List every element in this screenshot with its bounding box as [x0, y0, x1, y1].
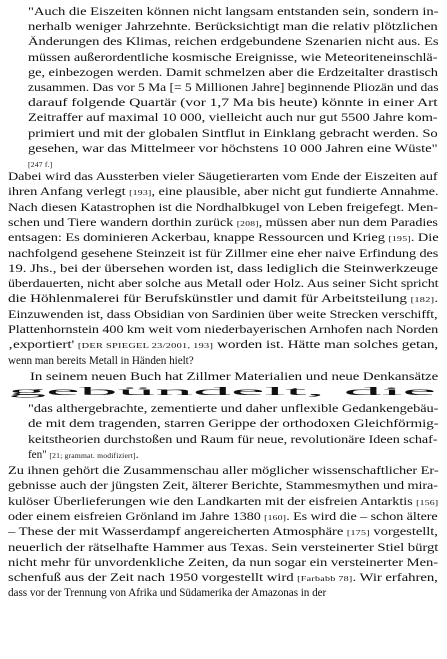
- text-line: [28, 6, 438, 19]
- block-quote-ice-ages: [28, 6, 438, 177]
- text-span: fen": [28, 448, 50, 461]
- text-span: Dabei wird das Aussterben vieler Säugetierarten vom Ende der Eiszeiten auf: [8, 171, 438, 183]
- citation-ref: [160]: [264, 512, 287, 522]
- text-span: . Wir erfahren,: [352, 572, 438, 585]
- text-span: Einzuwenden ist, dass Obsidian von Sardinien über weite Strecken verschifft,: [8, 308, 438, 321]
- paragraph-mammal-extinction: [8, 171, 438, 374]
- text-span: kulöser Überlieferungen wie den Landkarten mit der eisfreien Antarktis: [8, 495, 417, 508]
- text-line: [28, 449, 139, 462]
- text-span: keitstheorien durchstoßen und Raum für neue, revolutionäre Ideen schaf-: [28, 433, 438, 446]
- text-span: "das althergebrachte, zementierte und daher unflexible Gedankengebäu-: [28, 403, 439, 415]
- text-span: . Die: [410, 232, 439, 245]
- text-span: ihren Anfang verlegt: [8, 186, 130, 199]
- block-quote-dogma: [28, 403, 438, 468]
- text-line: [8, 355, 194, 368]
- text-line: [8, 309, 438, 322]
- text-line: [30, 371, 438, 384]
- text-span: nachfolgend gesehene Steinzeit ist für Zillmer eine eher naive Erfindung des: [8, 247, 439, 260]
- text-span: de mit dem tragenden, starren Gerippe der orthodoxen Gleichförmig-: [28, 418, 439, 431]
- text-span: wenn man bereits Metall in Händen hielt?: [8, 354, 194, 367]
- text-span: entsagen: Es dominieren Ackerbau, knappe Ressourcen und Krieg: [8, 232, 389, 245]
- text-line: [28, 97, 438, 110]
- text-line: [8, 511, 438, 524]
- text-line: [8, 496, 438, 509]
- text-span: Zu ihnen gehört die Zusammenschau aller möglicher wissenschaftlicher Er-: [8, 465, 439, 477]
- text-span: vorgestellt,: [369, 526, 438, 539]
- text-line: [8, 572, 438, 585]
- text-line: [8, 587, 326, 600]
- citation-ref: [195]: [388, 234, 411, 244]
- citation-ref: [21; grammat. modifiziert]: [49, 450, 136, 460]
- text-line: [8, 526, 438, 539]
- text-line: [28, 82, 438, 95]
- text-line: [8, 186, 439, 199]
- text-span: ge, einbezogen werden. Damit schmelzen aber die Erdzeitalter drastisch: [28, 66, 438, 79]
- text-line: [8, 202, 438, 215]
- text-span: .: [434, 293, 439, 306]
- text-span: zusammen. Das vor 5 Ma [= 5 Millionen Jahre] beginnende Pliozän und das: [28, 82, 439, 94]
- text-span: .: [135, 448, 139, 461]
- text-line: [28, 112, 438, 125]
- text-span: Plattenhornstein 400 km weit vom niederbayerischen Arnhofen nach Norden: [8, 324, 439, 336]
- text-line: [8, 465, 439, 478]
- citation-ref: [182]: [410, 295, 435, 305]
- text-span: gebündelt, die: [8, 386, 436, 399]
- text-span: müssen außerordentliche kosmische Ereignisse, wie Meteoriteneinschlä-: [28, 51, 438, 64]
- text-line: [8, 557, 438, 570]
- citation-ref: [DER SPIEGEL 23/2001, 193]: [77, 341, 214, 351]
- text-span: Nach diesen Katastrophen ist die Nordhalbkugel von Leben freigefegt. Men-: [8, 201, 438, 214]
- text-line: [28, 67, 438, 80]
- text-span: Zeitraffer auf maximal 10 000, vielleicht auch nur gut 5500 Jahre kom-: [28, 112, 438, 125]
- text-line: [8, 480, 438, 493]
- text-span: gebnisse auch der jüngsten Zeit, älterer Berichte, Stammesmythen und mira-: [8, 480, 438, 493]
- text-span: überdauerten, nicht aber solche aus Metall oder Holz. Aus seiner Sicht spricht: [8, 278, 439, 291]
- text-line: [8, 278, 438, 291]
- citation-ref: [175]: [346, 528, 370, 538]
- text-line: [8, 248, 438, 261]
- citation-ref: [193]: [129, 188, 152, 198]
- citation-ref: [208]: [236, 218, 259, 228]
- text-span: – These der mit Wasserdampf angereicherten Atmosphäre: [8, 526, 347, 539]
- text-line: [8, 171, 438, 184]
- text-span: gesehen, war das Mittelmeer vor höchstens 10 000 Jahren eine Wüste": [28, 142, 438, 155]
- text-line: [28, 143, 438, 156]
- text-line: [28, 158, 52, 171]
- text-span: nerhalb weniger Jahrzehnte. Berücksichtigt man die relativ plötzlichen: [28, 21, 438, 34]
- text-line: [8, 324, 438, 337]
- text-span: Änderungen des Klimas, reichen erdgebundene Szenarien nicht aus. Es: [28, 36, 439, 49]
- text-line: [8, 263, 438, 276]
- text-span: In seinem neuen Buch hat Zillmer Materialien und neue Denkansätze: [30, 371, 439, 383]
- text-span: ‚exportiert': [8, 339, 78, 352]
- text-line: [8, 386, 436, 399]
- citation-ref: [156]: [416, 497, 439, 507]
- text-line: [28, 418, 439, 431]
- paragraph-synopsis: [8, 465, 438, 607]
- text-line: [28, 128, 438, 141]
- text-span: oder einem eisfreien Grönland im Jahre 1380: [8, 510, 265, 523]
- text-line: [28, 403, 438, 416]
- text-span: . Es wird die – schon ältere: [286, 510, 438, 523]
- text-line: [28, 21, 438, 34]
- text-span: die Höhlenmalerei für Berufskünstler und damit für Arbeitsteilung: [8, 293, 411, 306]
- citation-ref: [Farbabb 78]: [297, 574, 353, 584]
- text-line: [28, 434, 437, 447]
- text-span: darauf folgende Quartär (vor 1,7 Ma bis heute) könnte in einer Art: [28, 97, 438, 110]
- text-line: [28, 36, 439, 49]
- text-span: primiert und mit der globalen Sintflut in Einklang gebracht werden. So: [28, 127, 438, 140]
- text-line: [8, 232, 439, 245]
- text-span: schenfuß aus der Zeit nach 1950 vorgestellt wird: [8, 572, 298, 585]
- text-line: [28, 52, 437, 65]
- text-span: , müssen aber nun dem Paradies: [258, 216, 438, 229]
- text-span: nicht mehr für unvordenkliche Zeiten, da nun sogar ein versteinerter Men-: [8, 556, 439, 569]
- text-span: dass vor der Trennung von Afrika und Südamerika der Amazonas in der: [8, 587, 327, 600]
- text-line: [8, 542, 438, 555]
- text-span: schen und Tiere wandern dorthin zurück: [8, 216, 237, 229]
- text-span: 19. Jhs., bei der übersehen worden ist, dass lediglich die Steinwerkzeuge: [8, 262, 438, 275]
- text-span: neuerlich der rätselhafte Hammer aus Texas. Sein versteinerter Stiel bürgt: [8, 541, 439, 554]
- text-line: [8, 217, 438, 230]
- text-span: , eine plausible, aber nicht gut fundierte Annahme.: [151, 186, 439, 199]
- text-line: [8, 339, 438, 352]
- paragraph-new-book: [8, 371, 438, 406]
- text-span: worden ist. Hätte man solches getan,: [213, 339, 439, 352]
- text-line: [8, 293, 438, 306]
- citation-ref: [247 f.]: [28, 160, 53, 169]
- text-span: "Auch die Eiszeiten können nicht langsam entstanden sein, sondern in-: [28, 6, 439, 18]
